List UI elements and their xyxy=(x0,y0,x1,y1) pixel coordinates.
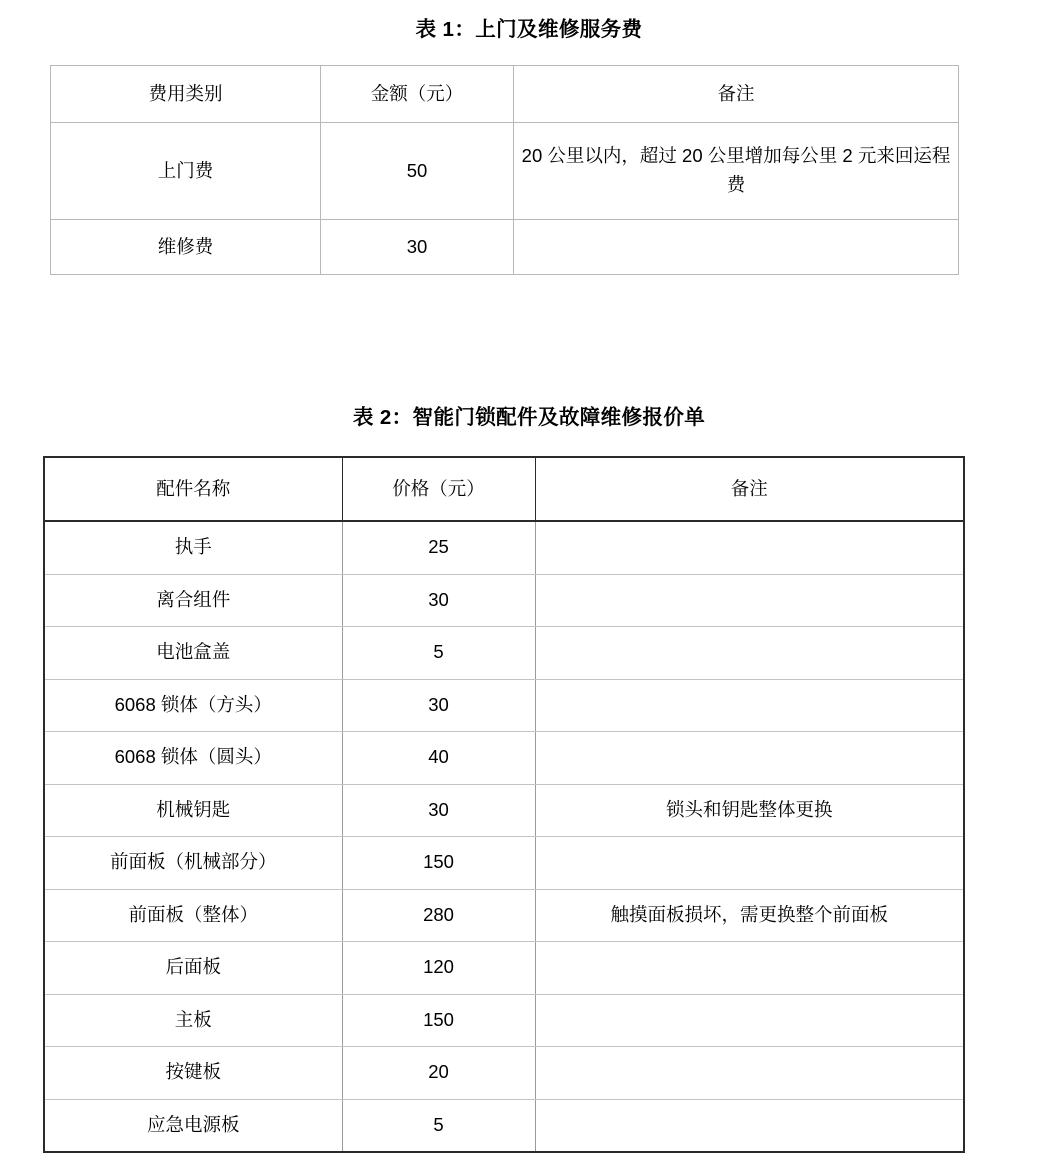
table-1-header-amount: 金额（元） xyxy=(321,66,514,123)
table-2-cell-remark xyxy=(535,837,964,890)
table-2-cell-name: 前面板（机械部分） xyxy=(44,837,342,890)
service-fee-table xyxy=(50,65,959,275)
table-2-cell-price: 30 xyxy=(342,679,535,732)
table-2-cell-remark xyxy=(535,627,964,680)
table-2-cell-price: 30 xyxy=(342,784,535,837)
table-2-cell-price: 150 xyxy=(342,994,535,1047)
table-2-cell-name: 按键板 xyxy=(44,1047,342,1100)
table-2-cell-remark xyxy=(535,521,964,574)
table-2-header-name: 配件名称 xyxy=(44,457,342,521)
table-1-cell-amount: 30 xyxy=(321,220,514,275)
table-1-header-row xyxy=(51,66,959,123)
table-2-cell-name: 应急电源板 xyxy=(44,1099,342,1152)
table-row xyxy=(44,679,964,732)
table-1-header-remark: 备注 xyxy=(514,66,959,123)
parts-price-table xyxy=(43,456,965,1153)
table-2-cell-name: 电池盒盖 xyxy=(44,627,342,680)
table-2-cell-remark: 锁头和钥匙整体更换 xyxy=(535,784,964,837)
table-2-cell-remark xyxy=(535,1099,964,1152)
table-2-cell-name: 前面板（整体） xyxy=(44,889,342,942)
table-1-cell-remark: 20 公里以内，超过 20 公里增加每公里 2 元来回运程费 xyxy=(514,123,959,220)
table-1-container xyxy=(50,65,958,275)
table-1-cell-amount: 50 xyxy=(321,123,514,220)
table-2-cell-name: 主板 xyxy=(44,994,342,1047)
table-2-cell-remark xyxy=(535,732,964,785)
table-row xyxy=(44,784,964,837)
table-1-cell-remark xyxy=(514,220,959,275)
table-row xyxy=(51,220,959,275)
table-2-cell-remark xyxy=(535,574,964,627)
table-2-cell-price: 120 xyxy=(342,942,535,995)
table-2-cell-price: 20 xyxy=(342,1047,535,1100)
table-2-cell-name: 6068 锁体（方头） xyxy=(44,679,342,732)
table-row xyxy=(51,123,959,220)
table-2-container xyxy=(43,456,963,1153)
table-2-cell-price: 30 xyxy=(342,574,535,627)
table-2-cell-price: 150 xyxy=(342,837,535,890)
table-row xyxy=(44,837,964,890)
table-2-cell-remark: 触摸面板损坏，需更换整个前面板 xyxy=(535,889,964,942)
table-row xyxy=(44,521,964,574)
table-2-cell-remark xyxy=(535,942,964,995)
table-2-cell-remark xyxy=(535,994,964,1047)
table-2-cell-price: 280 xyxy=(342,889,535,942)
table-row xyxy=(44,627,964,680)
table-2-cell-price: 5 xyxy=(342,1099,535,1152)
table-2-cell-price: 5 xyxy=(342,627,535,680)
table-2-cell-remark xyxy=(535,1047,964,1100)
table-row xyxy=(44,1099,964,1152)
table-2-cell-price: 40 xyxy=(342,732,535,785)
table-row xyxy=(44,994,964,1047)
table-row xyxy=(44,732,964,785)
table-2-header-price: 价格（元） xyxy=(342,457,535,521)
table-2-cell-name: 后面板 xyxy=(44,942,342,995)
table-1-header-category: 费用类别 xyxy=(51,66,321,123)
table-1-cell-category: 维修费 xyxy=(51,220,321,275)
table-2-body xyxy=(44,521,964,1152)
table-2-cell-price: 25 xyxy=(342,521,535,574)
table-2-header-row xyxy=(44,457,964,521)
table-1-cell-category: 上门费 xyxy=(51,123,321,220)
table-2-cell-name: 机械钥匙 xyxy=(44,784,342,837)
table-1-title: 表 1：上门及维修服务费 xyxy=(415,18,643,41)
table-row xyxy=(44,942,964,995)
table-2-cell-name: 离合组件 xyxy=(44,574,342,627)
table-2-cell-remark xyxy=(535,679,964,732)
table-2-title: 表 2：智能门锁配件及故障维修报价单 xyxy=(352,406,706,429)
table-row xyxy=(44,1047,964,1100)
table-row xyxy=(44,574,964,627)
table-2-cell-name: 执手 xyxy=(44,521,342,574)
table-2-header-remark: 备注 xyxy=(535,457,964,521)
table-row xyxy=(44,889,964,942)
table-2-cell-name: 6068 锁体（圆头） xyxy=(44,732,342,785)
